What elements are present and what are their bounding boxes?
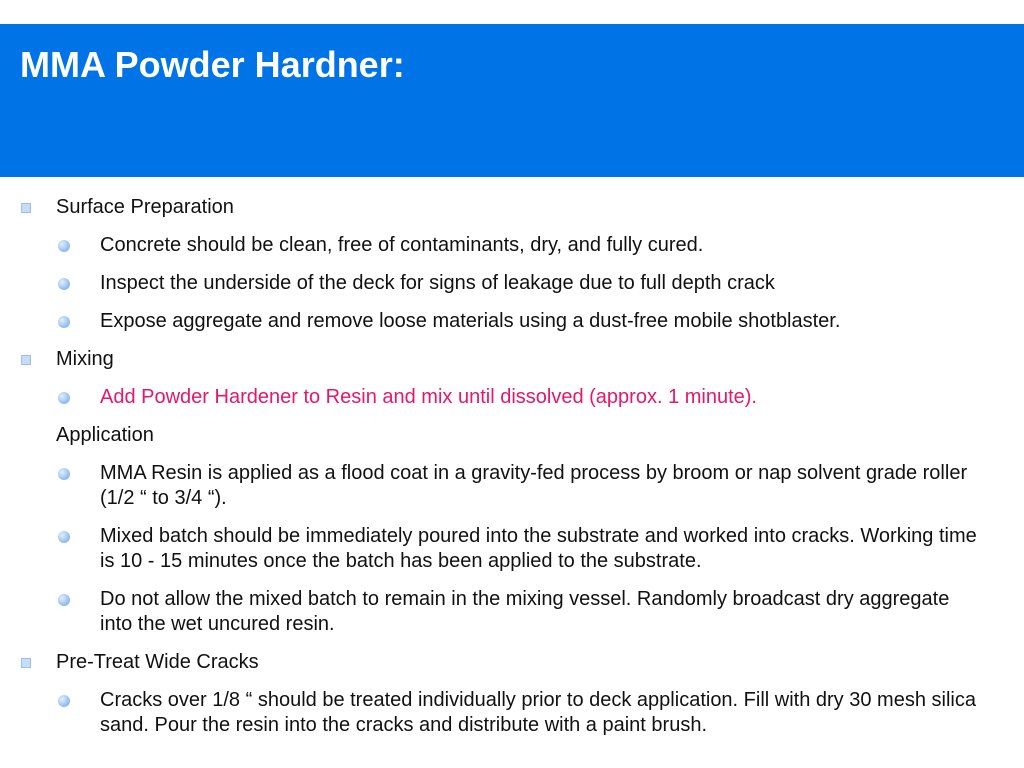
circle-bullet-icon — [58, 531, 70, 543]
slide-title: MMA Powder Hardner: — [20, 44, 405, 85]
square-bullet-icon — [21, 355, 31, 365]
list-item-text: Expose aggregate and remove loose materials using a dust-free mobile shotblaster. — [100, 310, 841, 332]
list-item-text: Cracks over 1/8 “ should be treated individually prior to deck application. Fill with dry 30 mesh silica sand. Pour the resin into the cracks and distribute with a paint brush. — [100, 689, 976, 736]
list-item — [0, 233, 1024, 258]
list-item-text: Do not allow the mixed batch to remain in the mixing vessel. Randomly broadcast dry aggregate into the wet uncured resin. — [100, 588, 950, 635]
list-item — [0, 524, 1024, 574]
section-heading-mixing — [0, 347, 1024, 372]
circle-bullet-icon — [58, 594, 70, 606]
section-heading-text: Mixing — [56, 348, 114, 370]
list-item-text: Inspect the underside of the deck for signs of leakage due to full depth crack — [100, 272, 775, 294]
list-item — [0, 461, 1024, 511]
list-item-text: MMA Resin is applied as a flood coat in a gravity-fed process by broom or nap solvent grade roller (1/2 “ to 3/4 “). — [100, 462, 968, 509]
circle-bullet-icon — [58, 316, 70, 328]
circle-bullet-icon — [58, 278, 70, 290]
list-item — [0, 587, 1024, 637]
section-heading-text: Application — [56, 424, 154, 446]
section-heading-text: Pre-Treat Wide Cracks — [56, 651, 259, 673]
list-item — [0, 688, 1024, 738]
list-item-highlighted — [0, 385, 1024, 410]
circle-bullet-icon — [58, 468, 70, 480]
section-heading-text: Surface Preparation — [56, 196, 234, 218]
section-heading-pre-treat-wide-cracks — [0, 650, 1024, 675]
section-heading-surface-preparation — [0, 195, 1024, 220]
title-bar — [0, 24, 1024, 177]
slide-content — [0, 195, 1024, 751]
list-item-text: Concrete should be clean, free of contaminants, dry, and fully cured. — [100, 234, 704, 256]
list-item-text: Mixed batch should be immediately poured into the substrate and worked into cracks. Working time is 10 - 15 minutes once the batch has been applied to the substrate. — [100, 525, 977, 572]
list-item — [0, 309, 1024, 334]
list-item-text: Add Powder Hardener to Resin and mix until dissolved (approx. 1 minute). — [100, 386, 757, 408]
list-item — [0, 271, 1024, 296]
section-heading-application — [0, 423, 1024, 448]
circle-bullet-icon — [58, 695, 70, 707]
circle-bullet-icon — [58, 392, 70, 404]
square-bullet-icon — [21, 203, 31, 213]
square-bullet-icon — [21, 658, 31, 668]
circle-bullet-icon — [58, 240, 70, 252]
